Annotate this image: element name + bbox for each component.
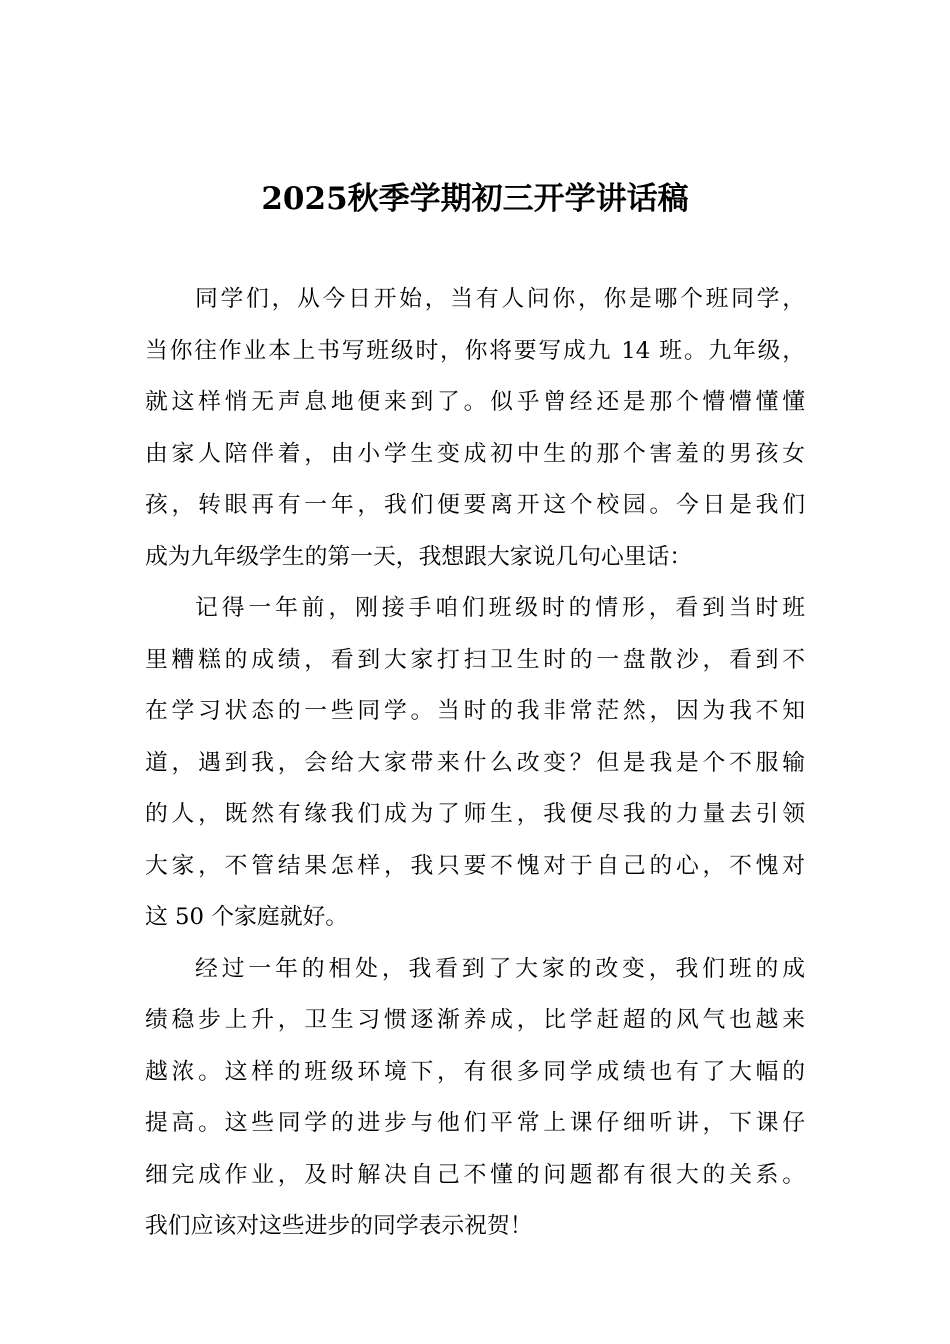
text-line: 细完成作业，及时解决自己不懂的问题都有很大的关系。 [145, 1161, 805, 1188]
text-line: 绩稳步上升，卫生习惯逐渐养成，比学赶超的风气也越来 [145, 1007, 805, 1033]
text-line: 这 50 个家庭就好。 [145, 904, 349, 930]
paragraph-2 [145, 583, 805, 944]
text-line: 就这样悄无声息地便来到了。似乎曾经还是那个懵懵懂懂 [145, 389, 805, 415]
document-title: 2025秋季学期初三开学讲话稿 [261, 181, 689, 217]
text-line: 里糟糕的成绩，看到大家打扫卫生时的一盘散沙，看到不 [145, 646, 805, 673]
paragraph-3 [145, 944, 805, 1253]
text-line: 的人，既然有缘我们成为了师生，我便尽我的力量去引领 [145, 801, 805, 827]
text-line: 在学习状态的一些同学。当时的我非常茫然，因为我不知 [145, 698, 805, 724]
text-line: 道，遇到我，会给大家带来什么改变？但是我是个不服输 [145, 749, 805, 776]
text-line: 大家，不管结果怎样，我只要不愧对于自己的心，不愧对 [145, 852, 805, 879]
text-line: 经过一年的相处，我看到了大家的改变，我们班的成 [195, 955, 805, 982]
text-line: 当你往作业本上书写班级时，你将要写成九 14 班。九年级， [145, 337, 805, 364]
text-line: 孩，转眼再有一年，我们便要离开这个校园。今日是我们 [145, 492, 805, 518]
text-line: 成为九年级学生的第一天，我想跟大家说几句心里话： [145, 543, 693, 570]
text-line: 记得一年前，刚接手咱们班级时的情形，看到当时班 [195, 595, 805, 621]
text-line: 越浓。这样的班级环境下，有很多同学成绩也有了大幅的 [145, 1058, 805, 1085]
text-line: 由家人陪伴着，由小学生变成初中生的那个害羞的男孩女 [145, 440, 805, 467]
text-line: 我们应该对这些进步的同学表示祝贺！ [145, 1213, 533, 1239]
paragraph-1 [145, 274, 805, 583]
text-line: 同学们，从今日开始，当有人问你，你是哪个班同学， [195, 286, 805, 312]
document-body [145, 274, 805, 1253]
text-line: 提高。这些同学的进步与他们平常上课仔细听讲，下课仔 [145, 1110, 805, 1136]
